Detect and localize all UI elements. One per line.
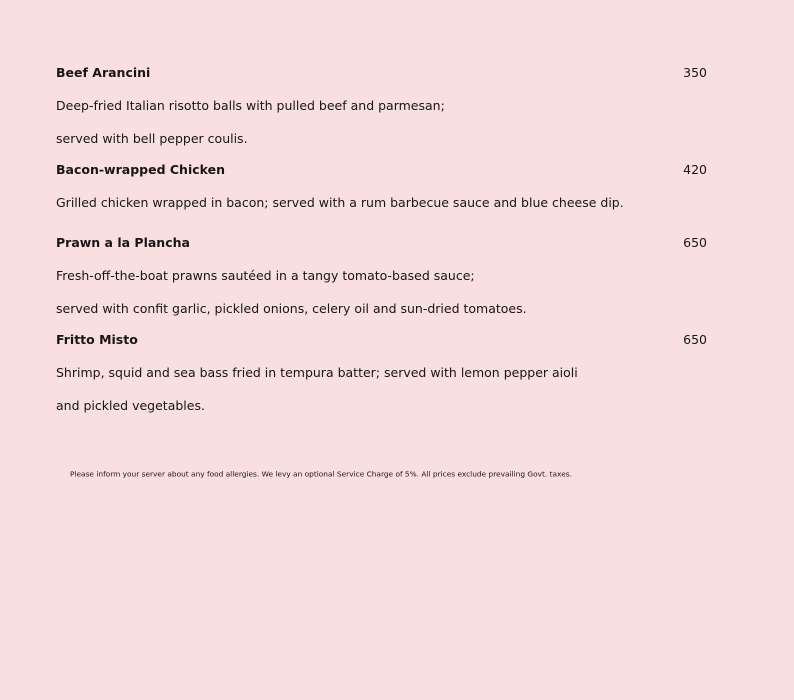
item-name: Fritto Misto	[56, 332, 138, 347]
item-price: 650	[683, 332, 707, 347]
item-description: Shrimp, squid and sea bass fried in tempura batter; served with lemon pepper aioli	[56, 365, 578, 380]
item-name: Bacon-wrapped Chicken	[56, 162, 225, 177]
item-description: Grilled chicken wrapped in bacon; served with a rum barbecue sauce and blue cheese dip.	[56, 195, 624, 210]
item-description: served with bell pepper coulis.	[56, 131, 248, 146]
item-description: Fresh-off-the-boat prawns sautéed in a tangy tomato-based sauce;	[56, 268, 475, 283]
item-description: and pickled vegetables.	[56, 398, 205, 413]
item-name: Beef Arancini	[56, 65, 151, 80]
item-price: 350	[683, 65, 707, 80]
item-price: 650	[683, 235, 707, 250]
footer-note: Please inform your server about any food allergies. We levy an optional Service Charge of 5%. All prices exclude prevailing Govt. taxes.	[70, 469, 572, 479]
item-description: Deep-fried Italian risotto balls with pulled beef and parmesan;	[56, 98, 445, 113]
item-description: served with confit garlic, pickled onions, celery oil and sun-dried tomatoes.	[56, 301, 527, 316]
item-name: Prawn a la Plancha	[56, 235, 190, 250]
item-price: 420	[683, 162, 707, 177]
